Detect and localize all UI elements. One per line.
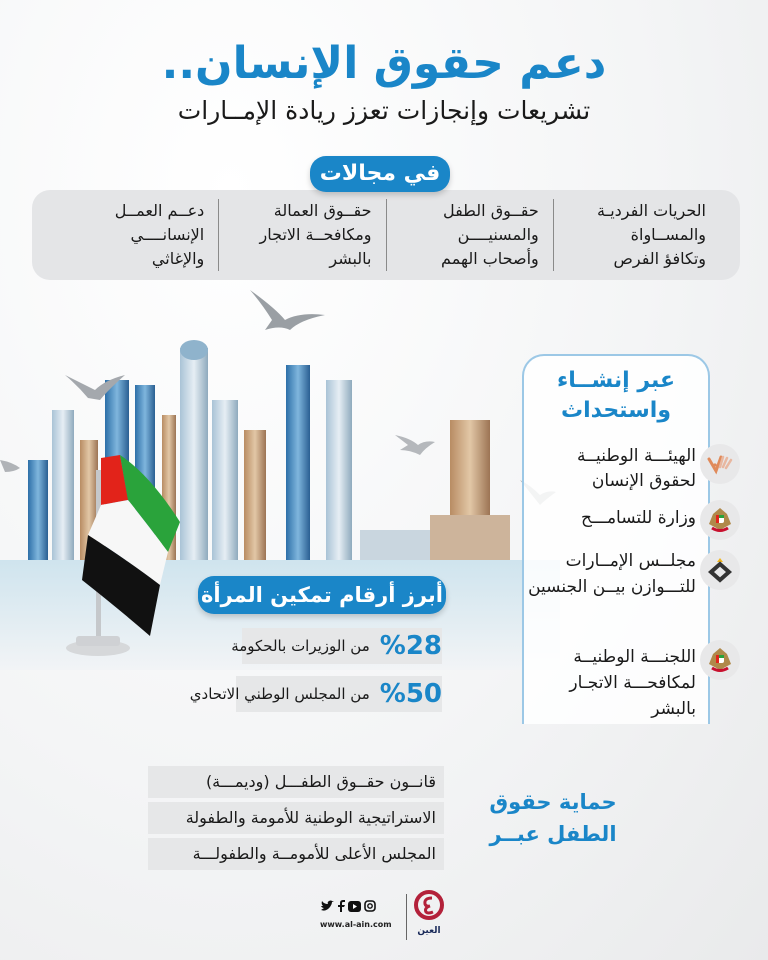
fields-label-pill: في مجالات [310,156,450,192]
child-protection-title: حماية حقوق الطفل عبــر [489,790,617,846]
institution-item: وزارة للتسامـــح [581,508,696,528]
uae-emblem-icon [700,640,740,680]
facebook-icon[interactable] [337,900,345,912]
human-rights-authority-logo-icon [700,444,740,484]
institution-item: اللجنـــة الوطنيــة لمكافحـــة الاتجـار بالبشر [569,647,696,719]
field-item: الحريات الفرديـة والمســاواة وتكافؤ الفرص [553,199,720,271]
footer-branding [320,890,448,946]
stat-label: من الوزيرات بالحكومة [231,637,370,655]
stat-value: %50 [379,679,442,709]
social-icons [320,900,376,912]
gender-balance-council-logo-icon [700,550,740,590]
child-protection-item: قانــون حقــوق الطفـــل (وديمـــة) [148,766,444,798]
uae-emblem-icon [700,500,740,540]
stat-value: %28 [379,631,442,661]
field-item: حقــوق الطفل والمسنيــــن وأصحاب الهمم [386,199,553,271]
footer-divider [406,894,407,940]
institutions-title: عبر إنشــاء واستحداث [556,368,676,423]
page-title: دعم حقوق الإنسان.. [161,38,607,89]
field-item: حقــوق العمالة ومكافحــة الاتجار بالبشر [218,199,385,271]
institution-item: مجلــس الإمــارات للتـــوازن بيــن الجنسين [528,551,696,597]
stat-label: من المجلس الوطني الاتحادي [189,685,370,703]
child-protection-item: المجلس الأعلى للأمومــة والطفولـــة [148,838,444,870]
twitter-icon[interactable] [320,900,334,912]
youtube-icon[interactable] [348,901,361,912]
instagram-icon[interactable] [364,900,376,912]
page-subtitle: تشريعات وإنجازات تعزز ريادة الإمــارات [177,96,591,125]
al-ain-logo [412,890,446,936]
child-protection-item: الاستراتيجية الوطنية للأمومة والطفولة [148,802,444,834]
brand-name: العين [417,926,441,936]
stat-row [200,628,442,664]
stat-row [189,676,442,712]
website-link[interactable]: www.al-ain.com [320,920,392,929]
institution-item: الهيئـــة الوطنيــة لحقوق الإنسان [576,446,696,491]
fields-panel [32,190,740,280]
women-stats-label-pill: أبرز أرقام تمكين المرأة [198,576,446,614]
field-item: دعــم العمــل الإنسانــــي والإغاثي [114,201,205,268]
